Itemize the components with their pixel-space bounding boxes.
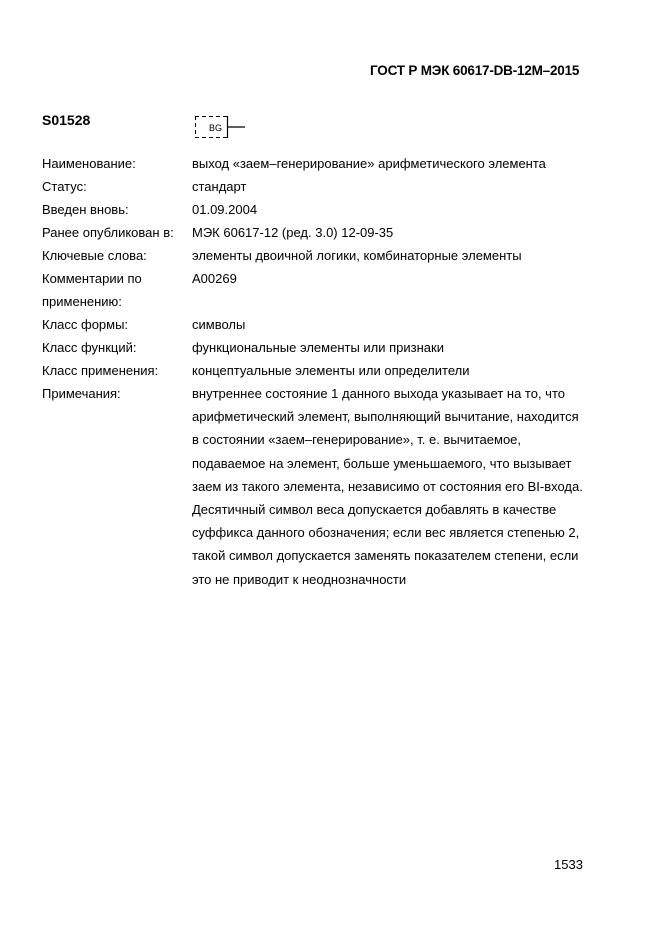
field-form-class-value: символы	[192, 317, 246, 332]
field-application-class-label: Класс применения:	[42, 363, 159, 378]
label-line: применению:	[42, 294, 122, 310]
notes-line: в состоянии «заем–генерирование», т. е. вычитаемое,	[192, 432, 522, 448]
field-name-value: выход «заем–генерирование» арифметического элемента	[192, 156, 546, 171]
field-application-comments-label	[42, 267, 190, 313]
notes-line: арифметический элемент, выполняющий вычитание, находится	[192, 409, 579, 425]
label-line: Комментарии по	[42, 271, 142, 286]
page-number: 1533	[554, 857, 583, 872]
notes-line: Десятичный символ веса допускается добавлять в качестве	[192, 502, 557, 518]
field-function-class-label: Класс функций:	[42, 340, 137, 355]
field-status-label: Статус:	[42, 179, 87, 194]
notes-line: заем из такого элемента, независимо от состояния его BI-входа.	[192, 478, 583, 494]
field-published-value: МЭК 60617-12 (ред. 3.0) 12-09-35	[192, 225, 394, 240]
field-status-value: стандарт	[192, 179, 247, 194]
field-introduced-label: Введен вновь:	[42, 202, 129, 217]
notes-line: это не приводит к неоднозначности	[192, 571, 407, 587]
notes-line: такой символ допускается заменять показателем степени, если	[192, 548, 579, 564]
field-application-class-value: концептуальные элементы или определители	[192, 363, 470, 378]
notes-line: суффикса данного обозначения; если вес является степенью 2,	[192, 525, 580, 541]
field-form-class-label: Класс формы:	[42, 317, 129, 332]
bg-output-symbol-graphic	[191, 112, 251, 142]
field-published-label: Ранее опубликован в:	[42, 225, 174, 240]
standard-header: ГОСТ Р МЭК 60617-DB-12M–2015	[370, 63, 580, 78]
field-function-class-value: функциональные элементы или признаки	[192, 340, 444, 355]
field-notes-value	[192, 382, 612, 591]
field-introduced-value: 01.09.2004	[192, 202, 258, 217]
field-name-label: Наименование:	[42, 156, 136, 171]
field-notes-label: Примечания:	[42, 386, 121, 401]
notes-line: внутреннее состояние 1 данного выхода указывает на то, что	[192, 386, 565, 401]
field-keywords-label: Ключевые слова:	[42, 248, 147, 263]
field-keywords-value: элементы двоичной логики, комбинаторные элементы	[192, 248, 522, 263]
symbol-id: S01528	[42, 112, 91, 128]
field-application-comments-value: A00269	[192, 271, 237, 286]
notes-line: подаваемое на элемент, больше уменьшаемого, что вызывает	[192, 455, 572, 471]
symbol-bg-label: BG	[209, 123, 223, 133]
